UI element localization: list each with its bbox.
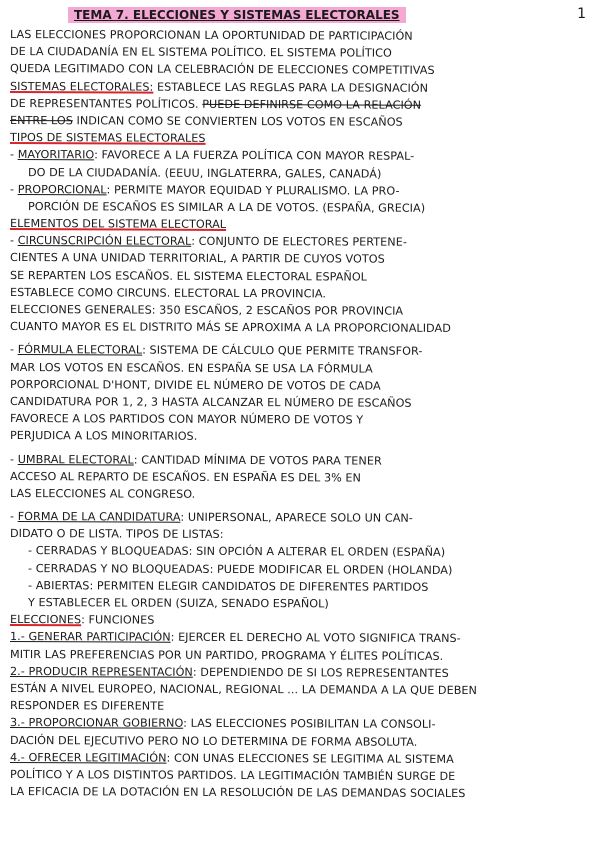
candidatura-text-1: : UNIPERSONAL, APARECE SOLO UN CAN- [180,510,413,525]
sistemas-text-3a: ENTRE LOS [9,113,73,128]
funcion-1-heading: 1.- GENERAR PARTICIPACIÓN [9,630,171,645]
umbral-line-3: LAS ELECCIONES AL CONGRESO. [9,486,196,501]
elementos-heading: ELEMENTOS DEL SISTEMA ELECTORAL [9,217,227,232]
funcion-3-line-2: DACIÓN DEL EJECUTIVO PERO NO LO DETERMINA DE FORMA ABSOLUTA. [9,733,418,749]
proporcional-text-1: : PERMITE MAYOR EQUIDAD Y PLURALISMO. LA PRO- [106,183,400,198]
sistemas-text-2b: PUEDE DEFINIRSE COMO LA RELACIÓN [202,97,422,112]
circ-line-4: ESTABLECE COMO CIRCUNS. ELECTORAL LA PROVINCIA. [9,285,326,301]
candidatura-line-6: Y ESTABLECER EL ORDEN (SUIZA, SENADO ESPAÑOL) [27,596,329,611]
candidatura-line-2: DIDATO O DE LISTA. TIPOS DE LISTAS: [9,527,224,542]
formula-line-1: - FÓRMULA ELECTORAL: SISTEMA DE CÁLCULO QUE PERMITE TRANSFOR- [9,343,423,359]
umbral-heading: UMBRAL ELECTORAL [17,452,134,467]
funcion-1-line-2: MITIR LAS PREFERENCIAS POR UN PARTIDO, PROGRAMA Y ÉLITES POLÍTICAS. [9,647,444,663]
circ-line-3: SE REPARTEN LOS ESCAÑOS. EL SISTEMA ELECTORAL ESPAÑOL [9,268,368,284]
sistemas-heading: SISTEMAS ELECTORALES: [9,79,154,94]
formula-line-5: FAVORECE A LOS PARTIDOS CON MAYOR NÚMERO DE VOTOS Y [9,412,364,427]
circ-text-1: : CONJUNTO DE ELECTORES PERTENE- [191,235,407,249]
funcion-2-line-2: ESTÁN A NIVEL EUROPEO, NACIONAL, REGIONAL ... LA DEMANDA A LA QUE DEBEN [9,681,478,697]
sistemas-text-1: ESTABLECE LAS REGLAS PARA LA DESIGNACIÓN [156,80,429,95]
funcion-3-line-1 [10,714,592,734]
formula-line-2: MAR LOS VOTOS EN ESCAÑOS. EN ESPAÑA SE USA LA FÓRMULA [9,360,373,376]
candidatura-line-3: - CERRADAS Y BLOQUEADAS: SIN OPCIÓN A ALTERAR EL ORDEN (ESPAÑA) [27,544,446,560]
title-row [10,4,592,26]
sistemas-text-3b: INDICAN COMO SE CONVIERTEN LOS VOTOS EN ESCAÑOS [76,114,403,129]
mayoritario-text-1: : FAVORECE A LA FUERZA POLÍTICA CON MAYOR RESPAL- [94,148,415,164]
umbral-text-1: : CANTIDAD MÍNIMA DE VOTOS PARA TENER [133,453,382,468]
intro-line-2: DE LA CIUDADANÍA EN EL SISTEMA POLÍTICO. EL SISTEMA POLÍTICO [9,45,392,60]
funcion-4-heading: 4.- OFRECER LEGITIMACIÓN [9,750,167,765]
page-number: 1 [577,6,586,22]
funcion-2-heading: 2.- PRODUCIR REPRESENTACIÓN [9,664,193,679]
proporcional-line-2: PORCIÓN DE ESCAÑOS ES SIMILAR A LA DE VOTOS. (ESPAÑA, GRECIA) [27,199,426,215]
mayoritario-line-2: DO DE LA CIUDADANÍA. (EEUU, INGLATERRA, GALES, CANADÁ) [27,165,382,181]
elecciones-heading-rest: : FUNCIONES [81,613,155,627]
funcion-4-line-3: LA EFICACIA DE LA DOTACIÓN EN LA RESOLUCIÓN DE LAS DEMANDAS SOCIALES [9,785,466,801]
lista-abierta: ABIERTAS: PERMITEN ELEGIR CANDIDATOS DE DIFERENTES PARTIDOS [35,578,429,594]
intro-line-1: LAS ELECCIONES PROPORCIONAN LA OPORTUNIDAD DE PARTICIPACIÓN [9,28,413,43]
umbral-line-1: - UMBRAL ELECTORAL: CANTIDAD MÍNIMA DE VOTOS PARA TENER [9,452,382,468]
circ-line-5: ELECCIONES GENERALES: 350 ESCAÑOS, 2 ESCAÑOS POR PROVINCIA [9,303,404,318]
elecciones-heading: ELECCIONES [9,613,82,627]
circ-line-6: CUANTO MAYOR ES EL DISTRITO MÁS SE APROXIMA A LA PROPORCIONALIDAD [9,320,451,336]
mayoritario-line-1: - MAYORITARIO: FAVORECE A LA FUERZA POLÍTICA CON MAYOR RESPAL- [9,148,415,164]
formula-line-3: PORPORCIONAL D'HONT, DIVIDE EL NÚMERO DE VOTOS DE CADA [9,377,381,393]
funcion-2-text-1: : DEPENDIENDO DE SI LOS REPRESENTANTES [192,665,449,680]
funcion-2-line-3: RESPONDER ES DIFERENTE [9,699,165,713]
circ-heading: CIRCUNSCRIPCIÓN ELECTORAL [17,234,192,249]
page-title: TEMA 7. ELECCIONES Y SISTEMAS ELECTORALES [68,7,406,23]
candidatura-line-1: - FORMA DE LA CANDIDATURA: UNIPERSONAL, APARECE SOLO UN CAN- [9,510,413,525]
funcion-3-heading: 3.- PROPORCIONAR GOBIERNO [9,716,184,731]
mayoritario-heading: MAYORITARIO [17,148,95,162]
formula-line-4: CANDIDATURA POR 1, 2, 3 HASTA ALCANZAR EL NÚMERO DE ESCAÑOS [9,394,412,410]
umbral-line-2: ACCESO AL REPARTO DE ESCAÑOS. EN ESPAÑA ES DEL 3% EN [9,469,361,485]
candidatura-line-5: - ABIERTAS: PERMITEN ELEGIR CANDIDATOS DE DIFERENTES PARTIDOS [27,578,429,594]
intro-line-3: QUEDA LEGITIMADO CON LA CELEBRACIÓN DE ELECCIONES COMPETITIVAS [9,62,435,78]
funcion-4-line-2: POLÍTICO Y A LOS DISTINTOS PARTIDOS. LA LEGITIMACIÓN TAMBIÉN SURGE DE [9,767,456,783]
sistemas-line-1 [10,78,592,98]
proporcional-heading: PROPORCIONAL [17,182,107,197]
lista-cerrada-bloqueada: CERRADAS Y BLOQUEADAS: SIN OPCIÓN A ALTERAR EL ORDEN (ESPAÑA) [35,544,446,560]
funcion-1-line-1 [10,628,592,648]
funcion-1-text-1: : EJERCER EL DERECHO AL VOTO SIGNIFICA TRANS- [170,631,461,646]
proporcional-line-1: - PROPORCIONAL: PERMITE MAYOR EQUIDAD Y PLURALISMO. LA PRO- [9,182,400,198]
candidatura-heading: FORMA DE LA CANDIDATURA [17,510,181,524]
funcion-4-text-1: : CON UNAS ELECCIONES SE LEGITIMA AL SISTEMA [166,751,454,766]
funcion-3-text-1: : LAS ELECCIONES POSIBILITAN LA CONSOLI- [183,717,436,732]
formula-text-1: : SISTEMA DE CÁLCULO QUE PERMITE TRANSFOR- [142,343,423,359]
circ-line-1: - CIRCUNSCRIPCIÓN ELECTORAL: CONJUNTO DE ELECTORES PERTENE- [9,234,407,249]
formula-line-6: PERJUDICA A LOS MINORITARIOS. [9,429,198,444]
sistemas-text-2a: DE REPRESENTANTES POLÍTICOS. [9,96,199,111]
circ-line-2: CIENTES A UNA UNIDAD TERRITORIAL, A PARTIR DE CUYOS VOTOS [9,251,385,267]
lista-cerrada-no-bloqueada: CERRADAS Y NO BLOQUEADAS: PUEDE MODIFICAR EL ORDEN (HOLANDA) [35,561,453,577]
candidatura-line-4: - CERRADAS Y NO BLOQUEADAS: PUEDE MODIFICAR EL ORDEN (HOLANDA) [27,561,453,577]
tipos-heading: TIPOS DE SISTEMAS ELECTORALES [9,131,206,145]
formula-heading: FÓRMULA ELECTORAL [17,343,143,357]
